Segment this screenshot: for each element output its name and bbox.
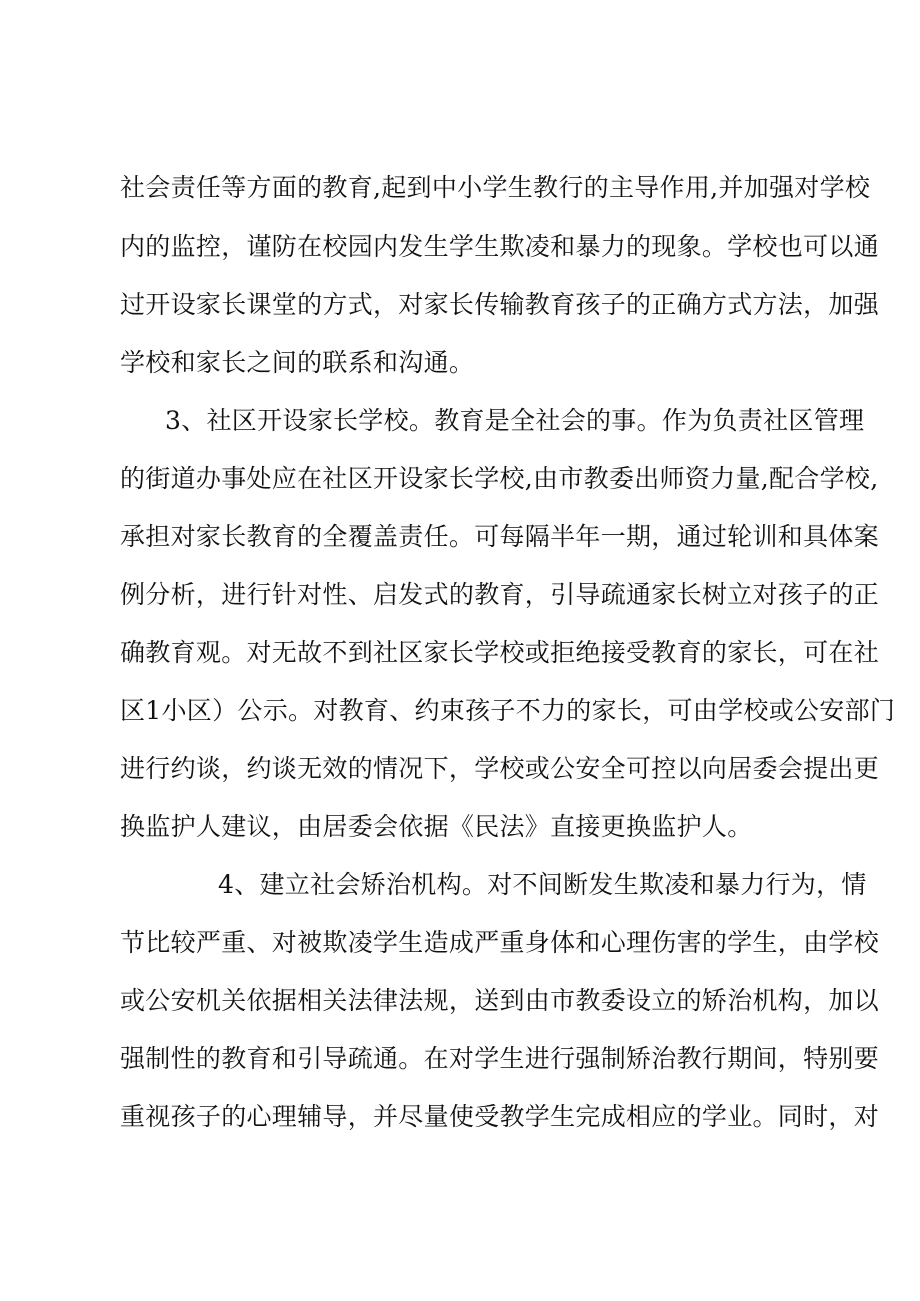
text-line: 重视孩子的心理辅导，并尽量使受教学生完成相应的学业。同时，对 [120,1102,880,1131]
text-line: 进行约谈，约谈无效的情况下，学校或公安全可控以向居委会提出更 [120,754,880,783]
text-line: 节比较严重、对被欺凌学生造成严重身体和心理伤害的学生，由学校 [120,928,880,957]
text-line: 确教育观。对无故不到社区家长学校或拒绝接受教育的家长，可在社 [120,638,880,667]
text-line: 社会责任等方面的教育,起到中小学生教行的主导作用,并加强对学校 [120,173,871,202]
text-line: 强制性的教育和引导疏通。在对学生进行强制矫治教行期间，特别要 [120,1044,880,1073]
text-line: 学校和家长之间的联系和沟通。 [120,348,475,377]
text-line: 或公安机关依据相关法律法规，送到由市教委设立的矫治机构，加以 [120,986,880,1015]
text-line: 换监护人建议，由居委会依据《民法》直接更换监护人。 [120,812,753,841]
text-line: 内的监控，谨防在校园内发生学生欺凌和暴力的现象。学校也可以通 [120,232,880,261]
text-line: 区1小区）公示。对教育、约束孩子不力的家长，可由学校或公安部门 [120,696,896,725]
text-line: 的街道办事处应在社区开设家长学校,由市教委出师资力量,配合学校, [120,464,879,493]
text-line: 4、建立社会矫治机构。对不间断发生欺凌和暴力行为，情 [218,870,867,899]
text-line: 例分析，进行针对性、启发式的教育，引导疏通家长树立对孩子的正 [120,580,880,609]
text-line: 3、社区开设家长学校。教育是全社会的事。作为负责社区管理 [165,406,865,435]
text-line: 承担对家长教育的全覆盖责任。可每隔半年一期，通过轮训和具体案 [120,522,880,551]
text-line: 过开设家长课堂的方式，对家长传输教育孩子的正确方式方法，加强 [120,290,880,319]
